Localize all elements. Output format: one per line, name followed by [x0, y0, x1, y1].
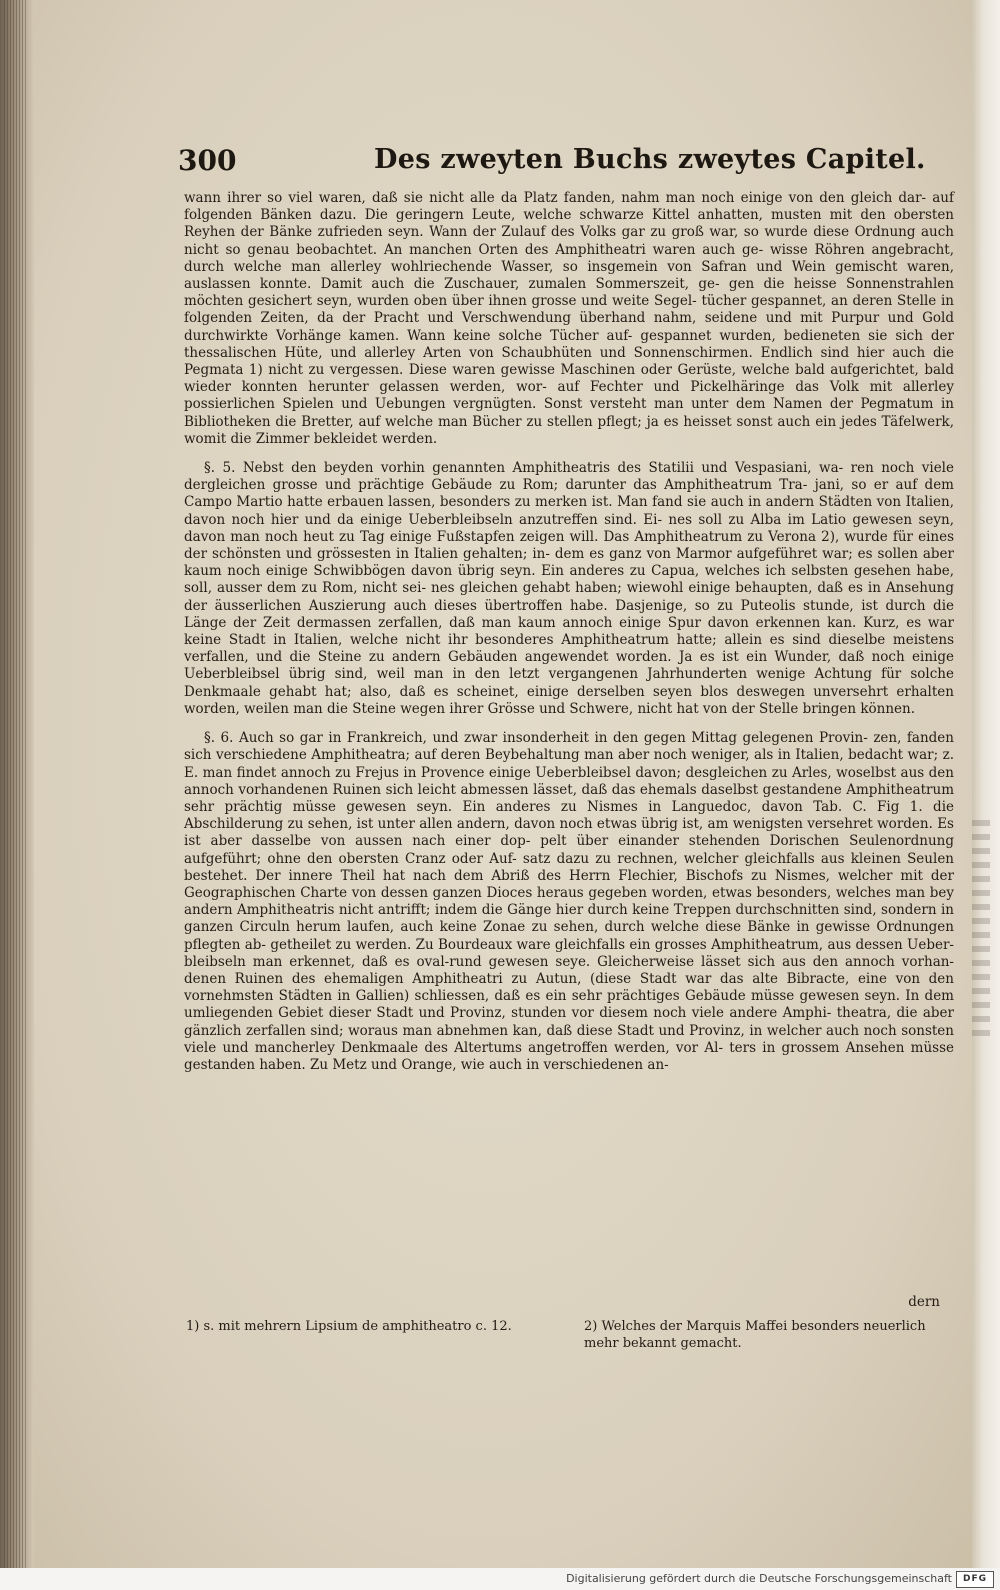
footnotes — [186, 1318, 956, 1368]
facing-page-edge — [972, 0, 1000, 1568]
paragraph-continuation: wann ihrer so viel waren, daß sie nicht alle da Platz fanden, nahm man noch einige von den gleich dar- auf folgenden Bänken dazu. Die geringern Leute, welche schwarze Kittel anhatten, musten mit den obersten Reyhen der Bänke zufrieden seyn. Wann der Zulauf des Volks gar zu groß war, so wurde diese Ordnung auch nicht so genau beobachtet. An manchen Orten des Amphitheatri waren auch ge- wisse Röhren angebracht, durch welche man allerley wohlriechende Wasser, so insgemein von Safran und Wein gemischt waren, auslassen konnte. Damit auch die Zuschauer, zumalen Sommerszeit, ge- gen die heisse Sonnenstrahlen möchten gesichert seyn, wurden oben über ihnen grosse und weite Segel- tücher gespannet, an deren Stelle in folgenden Zeiten, da der Pracht und Verschwendung überhand nahm, seidene und mit Purpur und Gold durchwirkte Vorhänge kamen. Wann keine solche Tücher auf- gespannet wurden, bedieneten sie sich der thessalischen Hüte, und allerley Arten von Schaubhüten und Sonnenschirmen. Endlich sind hier auch die Pegmata 1) nicht zu vergessen. Diese waren gewisse Maschinen oder Gerüste, welche bald aufgerichtet, bald wieder konnten herunter gelassen werden, wor- auf Fechter und Pickelhäringe das Volk mit allerley possierlichen Spielen und Uebungen vergnügten. Sonst versteht man unter dem Namen der Pegmatum in Bibliotheken die Bretter, auf welche man Bücher zu stellen pflegt; ja es heisset sonst auch ein jedes Täfelwerk, womit die Zimmer bekleidet werden. — [184, 190, 954, 447]
running-head: Des zweyten Buchs zweytes Capitel. — [374, 144, 926, 175]
paragraph-section-5: §. 5. Nebst den beyden vorhin genannten Amphitheatris des Statilii und Vespasiani, wa- ren noch viele dergleichen grosse und prächtige Gebäude zu Rom; darunter das Amphitheatrum Tra- jani, so er auf dem Campo Martio hatte erbauen lassen, besonders zu merken ist. Man fand sie auch in andern Städten von Italien, davon noch hier und da einige Ueberbleibseln anzutreffen sind. Ei- nes soll zu Alba im Latio gewesen seyn, davon man noch heut zu Tag einige Fußstapfen zeigen will. Das Amphitheatrum zu Verona 2), wurde für eines der schönsten und grössesten in Italien gehalten; in- dem es ganz von Marmor aufgeführet war; es sollen aber kaum noch einige Schwibbögen davon übrig seyn. Ein anderes zu Capua, welches ich selbsten gesehen habe, soll, ausser dem zu Rom, nicht sei- nes gleichen gehabt haben; wiewohl einige behaupten, daß es in Ansehung der äusserlichen Auszierung auch dieses übertroffen habe. Dasjenige, so zu Puteolis stunde, ist durch die Länge der Zeit dermassen zerfallen, daß man kaum annoch einige Spur davon erkennen kan. Kurz, es war keine Stadt in Italien, welche nicht ihr besonderes Amphitheatrum hatte; allein es sind dieselbe meistens verfallen, und die Steine zu andern Gebäuden angewendet worden. Ja es ist ein Wunder, daß noch einige Ueberbleibsel übrig sind, weil man in den letzt vergangenen Jahrhunderten wenige Achtung für solche Denkmaale gehabt hat; also, daß es scheinet, einige derselben seyen blos deswegen unversehrt erhalten worden, weilen man die Steine wegen ihrer Grösse und Schwere, nicht hat von der Stelle bringen können. — [184, 460, 954, 717]
paragraph-section-6: §. 6. Auch so gar in Frankreich, und zwar insonderheit in den gegen Mittag gelegenen Provin- zen, fanden sich verschiedene Amphitheatra; auf deren Beybehaltung man aber noch weniger, als in Italien, bedacht war; z. E. man findet annoch zu Frejus in Provence einige Ueberbleibsel davon; desgleichen zu Arles, woselbst aus den annoch vorhandenen Ruinen sich leicht abmessen lässet, daß das ehemals daselbst gestandene Amphitheatrum sehr prächtig müsse gewesen seyn. Ein anderes zu Nismes in Languedoc, davon Tab. C. Fig 1. die Abschilderung zu sehen, ist unter allen andern, davon noch etwas übrig ist, am wenigsten versehret worden. Es ist aber dasselbe von aussen nach einer dop- pelt über einander stehenden Dorischen Seulenordnung aufgeführt; ohne den obersten Cranz oder Auf- satz dazu zu rechnen, welcher gleichfalls aus kleinen Seulen bestehet. Der innere Theil hat nach dem Abriß des Herrn Flechier, Bischofs zu Nismes, welcher mit der Geographischen Charte von dessen ganzen Dioces heraus gegeben worden, etwas besonders, welches man bey andern Amphitheatris nicht antrifft; indem die Gänge hier durch keine Treppen durchschnitten sind, sondern in ganzen Circuln herum laufen, auch keine Zonae zu sehen, durch welche diese Bänke in gewisse Ordnungen pflegten ab- getheilet zu werden. Zu Bourdeaux ware gleichfalls ein grosses Amphitheatrum, aus dessen Ueber- bleibseln man erkennet, daß es oval-rund gewesen seye. Gleicherweise lässet sich aus den annoch vorhan- denen Ruinen des ehemaligen Amphitheatri zu Autun, (diese Stadt war das alte Bibracte, eine von den vornehmsten Städten in Gallien) schliessen, daß es ein sehr prächtiges Gebäude müsse gewesen seyn. In dem umliegenden Gebiet dieser Stadt und Provinz, stunden vor diesem noch viele andere Amphi- theatra, die aber gänzlich zerfallen sind; woraus man abnehmen kan, daß diese Stadt und Provinz, in welcher auch noch sonsten viele und mancherley Denkmaale des Altertums angetroffen werden, vor Al- ters in grossem Ansehen müsse gestanden haben. Zu Metz und Orange, wie auch in verschiedenen an- — [184, 730, 954, 1073]
facing-page-artifact — [972, 820, 990, 1040]
digitization-footer — [0, 1568, 1000, 1590]
footnote-1: 1) s. mit mehrern Lipsium de amphitheatro c. 12. — [186, 1319, 512, 1334]
binding-gutter — [0, 0, 34, 1568]
page-header — [178, 144, 948, 190]
catch-word: dern — [908, 1294, 940, 1310]
page-edges-texture — [4, 0, 26, 1568]
page-number: 300 — [178, 144, 237, 177]
dfg-logo-icon: DFG — [956, 1571, 994, 1588]
footnote-2: 2) Welches der Marquis Maffei besonders neuerlich mehr bekannt gemacht. — [584, 1319, 926, 1351]
digitization-credit: Digitalisierung gefördert durch die Deutsche Forschungsgemeinschaft — [566, 1572, 952, 1585]
main-text — [184, 190, 954, 1086]
